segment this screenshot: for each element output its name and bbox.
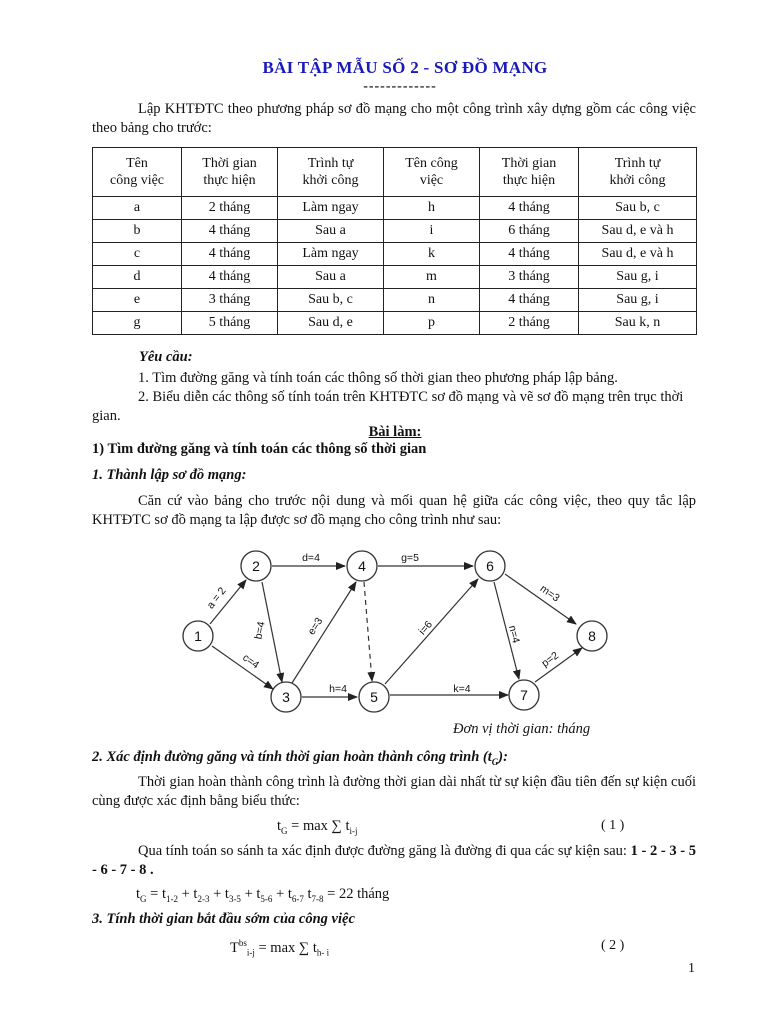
edge-label: h=4 [329, 683, 347, 695]
formula-2-result: = 22 tháng [327, 886, 390, 902]
formula-3-sup: bs [238, 938, 247, 948]
table-cell: 4 tháng [480, 243, 579, 266]
table-cell: Làm ngay [278, 243, 384, 266]
edge-m [505, 574, 576, 624]
edge-dummy [364, 582, 372, 681]
equation-number-1: ( 1 ) [601, 818, 625, 833]
formula-2-t: t [136, 886, 141, 902]
formula-2: $t_G = t_{1-2} + t_{2-3} + t_{3-5} + t_{5-6} + t_{6-7}$ $t_{7-8} = 22$ tháng [136, 886, 390, 904]
formula-2-term-sub: 6-7 [291, 893, 304, 904]
subsection-2-heading-text: 2. Xác định đường găng và tính thời gian hoàn thành công trình (t [92, 749, 492, 765]
formula-3 [230, 938, 329, 958]
formula-3-sub: i-j [246, 947, 255, 958]
requirement-1: 1. Tìm đường găng và tính toán các thông số thời gian theo phương pháp lập bảng. [138, 370, 618, 386]
formula-1 [277, 818, 358, 836]
critical-path: 1 - 2 - 3 - 5 - 6 - 7 - 8 . [92, 843, 696, 878]
header-cell: Trình tự khởi công [278, 148, 384, 197]
table-row [93, 197, 697, 220]
formula-1-rhs-sub: i-j [349, 825, 358, 836]
subsection-2-text-2 [92, 842, 696, 880]
formula-1-lhs-sub: G [281, 825, 288, 836]
formula-3-rhs: = max ∑ t [258, 939, 317, 956]
subsection-2-heading [92, 749, 508, 767]
page-title: BÀI TẬP MẪU SỐ 2 - SƠ ĐỒ MẠNG [262, 58, 548, 77]
critical-path-intro: Qua tính toán so sánh ta xác định được đường găng là đường đi qua các sự kiện sau: [138, 843, 627, 859]
node-label: 2 [252, 558, 260, 574]
formula-3-T: T [230, 939, 239, 956]
edge-label: g=5 [401, 552, 419, 564]
edge-label: a = 2 [204, 585, 229, 612]
formula-2-term-sub: 2-3 [197, 893, 210, 904]
network-diagram [150, 540, 630, 720]
table-cell: 2 tháng [182, 197, 278, 220]
formula-2-term-sub: 7-8 [311, 893, 324, 904]
header-cell: Tên công việc [93, 148, 182, 197]
solution-heading: Bài làm: [368, 424, 422, 440]
table-cell: Sau b, c [278, 289, 384, 312]
diagram-caption: Đơn vị thời gian: tháng [453, 721, 591, 737]
table-cell: 4 tháng [480, 289, 579, 312]
edge-e [292, 582, 356, 683]
subsection-1-text: Căn cứ vào bảng cho trước nội dung và mối quan hệ giữa các công việc, theo quy tắc lập KHTĐTC sơ đồ mạng ta lập được sơ đồ mạng cho công trình như sau: [92, 493, 696, 528]
header-cell: Thời gian thực hiện [480, 148, 579, 197]
intro-paragraph: Lập KHTĐTC theo phương pháp sơ đồ mạng cho một công trình xây dựng gồm các công việc theo bảng cho trước: [92, 101, 696, 136]
node-label: 4 [358, 558, 366, 574]
table-cell: a [93, 197, 182, 220]
formula-2-term-sub: 3-5 [228, 893, 241, 904]
table-cell: i [384, 220, 480, 243]
table-cell: Sau k, n [579, 312, 697, 335]
table-cell: 5 tháng [182, 312, 278, 335]
edge-label: e=3 [305, 615, 326, 638]
header-cell: Thời gian thực hiện [182, 148, 278, 197]
equation-number-2: ( 2 ) [601, 938, 625, 953]
node-label: 3 [282, 689, 290, 705]
subsection-1-heading: 1. Thành lập sơ đồ mạng: [92, 467, 247, 483]
table-cell: Sau d, e [278, 312, 384, 335]
edge-label: k=4 [453, 683, 471, 695]
table-cell: b [93, 220, 182, 243]
edge-label: d=4 [302, 552, 320, 564]
subsection-2-text-1: Thời gian hoàn thành công trình là đường thời gian dài nhất từ sự kiện đầu tiên đến sự kiện cuối cùng được xác định bằng biểu thức: [92, 774, 696, 809]
edge-label: c=4 [240, 651, 262, 672]
edge-i [385, 579, 478, 684]
table-cell: 4 tháng [182, 243, 278, 266]
formula-1-rhs: = max ∑ t [291, 818, 350, 834]
table-row [93, 289, 697, 312]
table-cell: 4 tháng [480, 197, 579, 220]
table-cell: 2 tháng [480, 312, 579, 335]
table-cell: h [384, 197, 480, 220]
edge-label: m=3 [537, 582, 562, 605]
section-1-heading: 1) Tìm đường găng và tính toán các thông số thời gian [92, 441, 427, 457]
table-header-row [93, 148, 697, 197]
subsection-2-heading-sub: G [491, 756, 499, 767]
table-cell: Sau d, e và h [579, 243, 697, 266]
table-row [93, 312, 697, 335]
edge-label: i=6 [416, 618, 435, 638]
node-label: 8 [588, 628, 596, 644]
formula-2-eq: = t [150, 886, 166, 902]
table-cell: e [93, 289, 182, 312]
table-cell: Sau g, i [579, 289, 697, 312]
formula-3-rhs-sub: h- i [316, 947, 330, 958]
requirement-2: 2. Biểu diễn các thông số tính toán trên KHTĐTC sơ đồ mạng và vẽ sơ đồ mạng trên trục thời gian. [92, 389, 684, 424]
edge-label: b=4 [252, 620, 268, 641]
table-row [93, 266, 697, 289]
edge-label: n=4 [505, 624, 522, 645]
subsection-3-heading: 3. Tính thời gian bắt đầu sớm của công việc [92, 911, 355, 927]
formula-2-term-sub: 1-2 [166, 893, 178, 904]
table-cell: Sau d, e và h [579, 220, 697, 243]
table-row [93, 243, 697, 266]
header-cell: Tên công việc [384, 148, 480, 197]
table-cell: Sau a [278, 220, 384, 243]
table-cell: 4 tháng [182, 266, 278, 289]
table-cell: p [384, 312, 480, 335]
table-cell: Làm ngay [278, 197, 384, 220]
table-cell: m [384, 266, 480, 289]
table-cell: 3 tháng [182, 289, 278, 312]
subsection-2-heading-end: ): [498, 749, 508, 765]
node-label: 5 [370, 689, 378, 705]
work-table [92, 147, 697, 335]
node-label: 1 [194, 628, 202, 644]
table-cell: Sau g, i [579, 266, 697, 289]
page-number: 1 [688, 961, 695, 976]
table-cell: k [384, 243, 480, 266]
table-row [93, 220, 697, 243]
table-cell: 3 tháng [480, 266, 579, 289]
requirements-heading: Yêu cầu: [139, 349, 193, 365]
edge-c [212, 646, 273, 689]
table-cell: Sau a [278, 266, 384, 289]
node-label: 6 [486, 558, 494, 574]
table-cell: Sau b, c [579, 197, 697, 220]
table-cell: n [384, 289, 480, 312]
title-underline-dashes: ------------- [363, 79, 437, 94]
formula-1-lhs: t [277, 818, 282, 834]
formula-2-sub: G [140, 893, 147, 904]
formula-2-term-sub: 5-6 [260, 893, 273, 904]
table-cell: 6 tháng [480, 220, 579, 243]
table-cell: c [93, 243, 182, 266]
table-cell: 4 tháng [182, 220, 278, 243]
table-cell: d [93, 266, 182, 289]
table-cell: g [93, 312, 182, 335]
node-label: 7 [520, 687, 528, 703]
edge-label: p=2 [539, 649, 561, 670]
header-cell: Trình tự khởi công [579, 148, 697, 197]
